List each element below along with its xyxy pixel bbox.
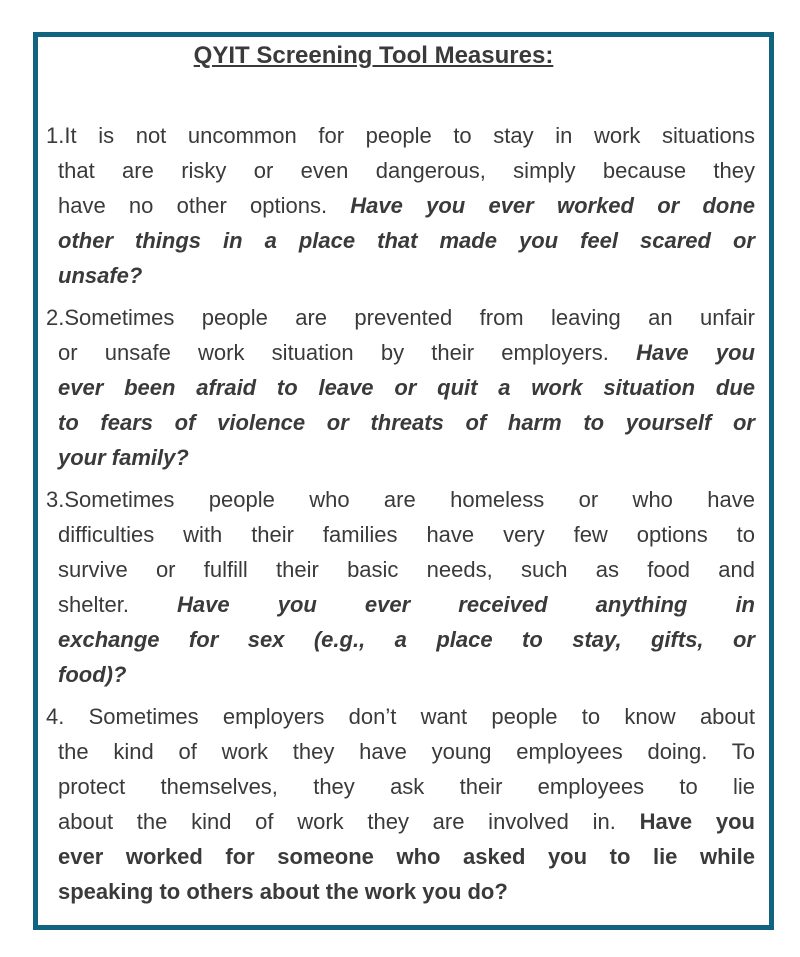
list-item	[46, 118, 755, 293]
text-run: or unsafe work situation by their employers.	[58, 340, 637, 365]
item-line	[46, 118, 755, 153]
question-run: unsafe?	[58, 263, 143, 288]
text-run: survive or fulfill their basic needs, such as food and	[58, 557, 755, 582]
list-item	[46, 300, 755, 475]
question-run: Have you ever received anything in	[177, 592, 755, 617]
question-run: speaking to others about the work you do?	[58, 879, 508, 904]
question-run: Have you	[639, 809, 755, 834]
question-run: exchange for sex (e.g., a place to stay, gifts, or	[58, 627, 755, 652]
item-line	[58, 405, 755, 440]
question-run: food)?	[58, 662, 127, 687]
item-line	[58, 587, 755, 622]
list-item	[46, 699, 755, 909]
item-number: 3.	[46, 487, 65, 512]
item-line	[46, 300, 755, 335]
item-line	[46, 482, 755, 517]
text-run: the kind of work they have young employees doing. To	[58, 739, 755, 764]
item-line	[46, 699, 755, 734]
text-run: that are risky or even dangerous, simply because they	[58, 158, 755, 183]
item-line	[58, 769, 755, 804]
item-number: 1.	[46, 123, 65, 148]
text-run: difficulties with their families have very few options to	[58, 522, 755, 547]
item-line	[58, 370, 755, 405]
item-line	[58, 657, 755, 692]
question-run: to fears of violence or threats of harm to yourself or	[58, 410, 755, 435]
item-number: 2.	[46, 305, 65, 330]
measures-list	[46, 118, 755, 909]
item-number: 4.	[46, 704, 65, 729]
item-line	[58, 622, 755, 657]
item-line	[58, 874, 755, 909]
text-run: about the kind of work they are involved in.	[58, 809, 640, 834]
item-line	[58, 552, 755, 587]
question-run: ever worked for someone who asked you to lie while	[58, 844, 755, 869]
question-run: Have you ever worked or done	[350, 193, 755, 218]
item-line	[58, 440, 755, 475]
item-line	[58, 517, 755, 552]
item-line	[58, 223, 755, 258]
text-run: It is not uncommon for people to stay in work situations	[64, 123, 755, 148]
question-run: Have you	[636, 340, 755, 365]
item-line	[58, 804, 755, 839]
text-run: protect themselves, they ask their employees to lie	[58, 774, 755, 799]
question-run: ever been afraid to leave or quit a work situation due	[58, 375, 755, 400]
item-line	[58, 734, 755, 769]
text-run: shelter.	[58, 592, 178, 617]
panel-title: QYIT Screening Tool Measures:	[193, 42, 554, 69]
item-line	[58, 335, 755, 370]
list-item	[46, 482, 755, 692]
item-line	[58, 188, 755, 223]
screening-tool-panel	[33, 32, 774, 930]
item-line	[58, 839, 755, 874]
text-run: Sometimes people are prevented from leaving an unfair	[64, 305, 755, 330]
item-line	[58, 153, 755, 188]
question-run: other things in a place that made you feel scared or	[58, 228, 755, 253]
text-run: Sometimes people who are homeless or who have	[64, 487, 755, 512]
question-run: your family?	[58, 445, 189, 470]
item-line	[58, 258, 755, 293]
text-run: have no other options.	[58, 193, 351, 218]
text-run: Sometimes employers don’t want people to know about	[64, 704, 755, 729]
